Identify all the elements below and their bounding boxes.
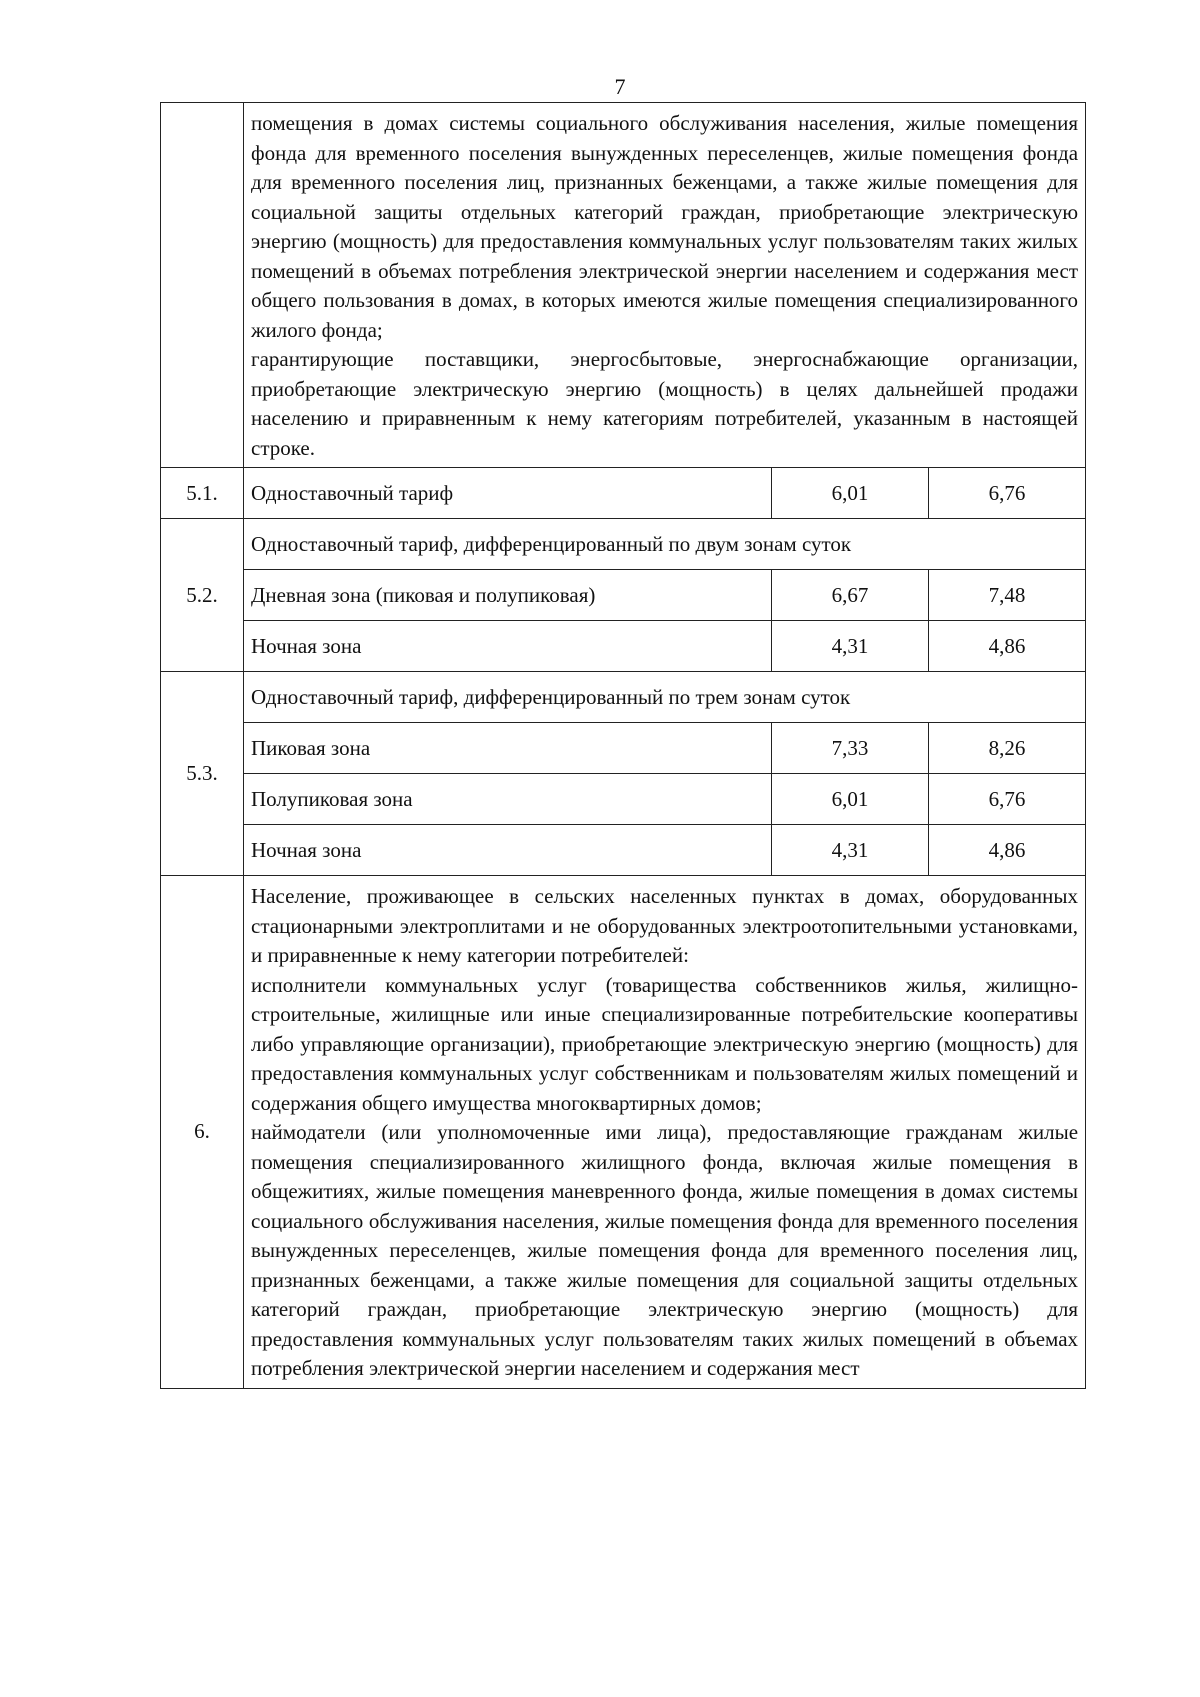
- tariff-value-second: 4,86: [929, 825, 1086, 876]
- tariff-label: Дневная зона (пиковая и полупиковая): [244, 570, 772, 621]
- tariff-label: Полупиковая зона: [244, 774, 772, 825]
- tariff-value-first: 6,01: [772, 774, 929, 825]
- tariff-value-second: 6,76: [929, 468, 1086, 519]
- row-6-paragraph: Население, проживающее в сельских населенных пунктах в домах, оборудованных стационарными электроплитами и не оборудованных электроотопительными установками, и приравненные к нему категории потребителей:: [251, 884, 1079, 967]
- continuation-paragraph: помещения в домах системы социального обслуживания населения, жилые помещения фонда для временного поселения вынужденных переселенцев, жилые помещения фонда для временного поселения лиц, признанных беженцами, а также жилые помещения для социальной защиты отдельных категорий граждан, приобретающие электрическую энергию (мощность) для предоставления коммунальных услуг пользователям таких жилых помещений в объемах потребления электрической энергии населением и содержания мест общего пользования в домах, в которых имеются жилые помещения специализированного жилого фонда;: [251, 111, 1079, 342]
- row-number: 5.2.: [161, 519, 244, 672]
- continuation-paragraph: гарантирующие поставщики, энергосбытовые, энергоснабжающие организации, приобретающие электрическую энергию (мощность) в целях дальнейшей продажи населению и приравненным к нему категориям потребителей, указанным в настоящей строке.: [251, 347, 1079, 460]
- table-row-5-2-night: [161, 621, 1086, 672]
- table-row-5-3-peak: [161, 723, 1086, 774]
- row-6-description: [244, 876, 1086, 1389]
- tariff-value-first: 6,01: [772, 468, 929, 519]
- row-6-paragraph: наймодатели (или уполномоченные ими лица), предоставляющие гражданам жилые помещения специализированного жилищного фонда, включая жилые помещения в общежитиях, жилые помещения маневренного фонда, жилые помещения в домах системы социального обслуживания населения, жилые помещения фонда для временного поселения вынужденных переселенцев, жилые помещения фонда для временного поселения лиц, признанных беженцами, а также жилые помещения для социальной защиты отдельных категорий граждан, приобретающие электрическую энергию (мощность) для предоставления коммунальных услуг пользователям таких жилых помещений в объемах потребления электрической энергии населением и содержания мест: [251, 1120, 1079, 1380]
- tariff-heading: Одноставочный тариф, дифференцированный по трем зонам суток: [244, 672, 1086, 723]
- tariff-value-second: 7,48: [929, 570, 1086, 621]
- tariff-label: Одноставочный тариф: [244, 468, 772, 519]
- tariff-value-first: 7,33: [772, 723, 929, 774]
- tariff-label: Пиковая зона: [244, 723, 772, 774]
- tariff-label: Ночная зона: [244, 825, 772, 876]
- table-row-5-1: [161, 468, 1086, 519]
- table-row-5-3-heading: [161, 672, 1086, 723]
- tariff-value-first: 4,31: [772, 825, 929, 876]
- row-number: 5.3.: [161, 672, 244, 876]
- tariff-value-second: 4,86: [929, 621, 1086, 672]
- row-6-paragraph: исполнители коммунальных услуг (товарищества собственников жилья, жилищно-строительные, жилищные или иные специализированные потребительские кооперативы либо управляющие организации), приобретающие электрическую энергию (мощность) для предоставления коммунальных услуг собственникам и пользователям жилых помещений и содержания общего имущества многоквартирных домов;: [251, 972, 1079, 1115]
- tariff-value-first: 6,67: [772, 570, 929, 621]
- table-row-6: [161, 876, 1086, 1389]
- row-number: 5.1.: [161, 468, 244, 519]
- tariff-table: [160, 102, 1086, 1389]
- table-row-5-3-night: [161, 825, 1086, 876]
- row-number-cell-empty: [161, 103, 244, 468]
- table-row-5-2-day: [161, 570, 1086, 621]
- tariff-label: Ночная зона: [244, 621, 772, 672]
- table-row-continuation: [161, 103, 1086, 468]
- continuation-description: [244, 103, 1086, 468]
- tariff-value-second: 8,26: [929, 723, 1086, 774]
- table-row-5-2-heading: [161, 519, 1086, 570]
- table-row-5-3-half-peak: [161, 774, 1086, 825]
- tariff-value-first: 4,31: [772, 621, 929, 672]
- tariff-value-second: 6,76: [929, 774, 1086, 825]
- page-number: 7: [614, 74, 626, 99]
- tariff-heading: Одноставочный тариф, дифференцированный по двум зонам суток: [244, 519, 1086, 570]
- row-number: 6.: [161, 876, 244, 1389]
